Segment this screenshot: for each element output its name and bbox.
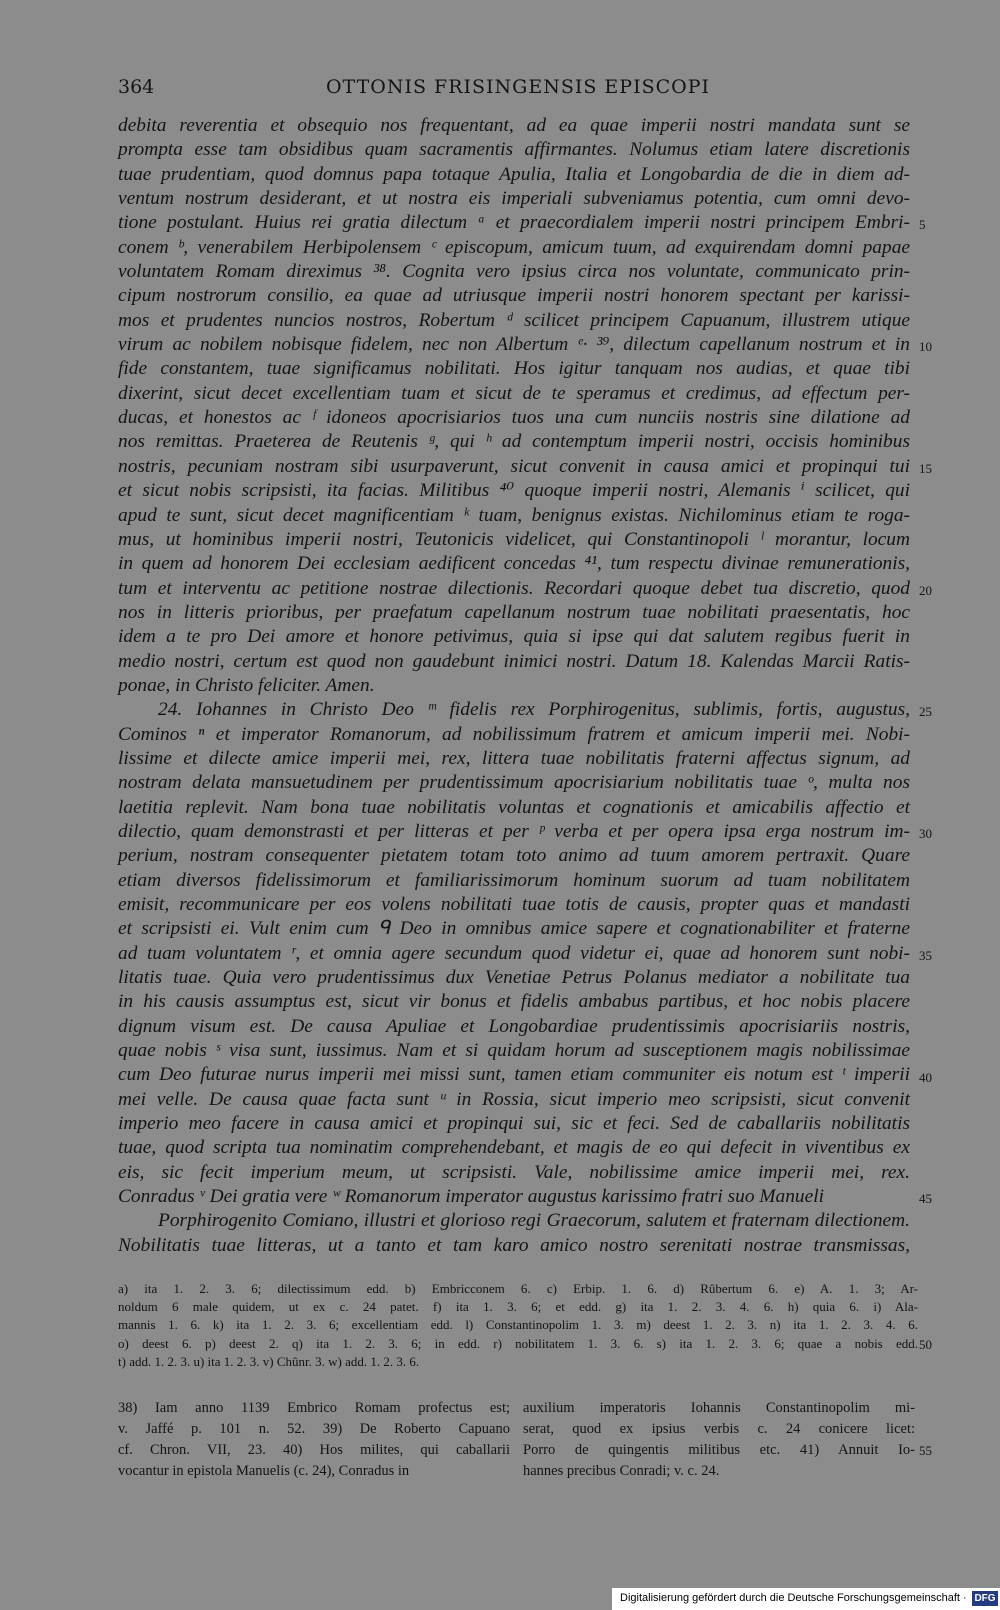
note-line: 38) Iam anno 1139 Embrico Romam profectus est; [118, 1400, 510, 1416]
margin-line-number-50: 50 [919, 1336, 932, 1352]
text-line: Nobilitatis tuae litteras, ut a tanto et tam karo amico nostro serenitati nostrae transmissas, [118, 1234, 910, 1256]
apparatus-line: o) deest 6. p) deest 2. q) ita 1. 2. 3. 6; in edd. r) nobilitatem 1. 3. 6. s) ita 1. 2. 3. 6; quae a nobis edd. [118, 1335, 918, 1351]
text-line: etiam diversos fidelissimorum et familiarissimorum hominum suorum ad tuam nobilitatem [118, 869, 910, 891]
text-line: debita reverentia et obsequio nos frequentant, ad ea quae imperii nostri mandata sunt se [118, 115, 910, 136]
footer-credit: Digitalisierung gefördert durch die Deutsche Forschungsgemeinschaft · [620, 1592, 967, 1604]
text-line: voluntatem Romam direximus ³⁸. Cognita vero ipsius circa nos voluntate, communicato prin- [118, 261, 910, 283]
text-line: dignum visum est. De causa Apuliae et Longobardiae prudentissimis apocrisiariis nostris, [118, 1015, 910, 1037]
text-line: Conradus ᵛ Dei gratia vere ʷ Romanorum imperator augustus karissimo fratri suo Manueli [118, 1186, 825, 1208]
note-line: auxilium imperatoris Iohannis Constantinopolim mi- [523, 1400, 915, 1416]
text-line: mos et prudentes nuncios nostros, Robertum ᵈ scilicet principem Capuanum, illustrem utique [118, 309, 910, 331]
text-line: ventum nostrum desiderant, et ut nostra eis imperiali subveniamus potentia, cum omni devo- [118, 188, 910, 210]
text-line: in quem ad honorem Dei ecclesiam aedificent concedas ⁴¹, tum respectu divinae remunerationis, [118, 553, 910, 575]
text-line: dixerint, sicut decet excellentiam tuam et sicut de te speramus et credimus, ad effectum per- [118, 382, 910, 404]
text-line: quae nobis ˢ visa sunt, iussimus. Nam et si quidam horum ad susceptionem magis nobilissimae [118, 1040, 910, 1062]
text-line: perium, nostram consequenter pietatem totam toto animo ad tuum amorem pertraxit. Quare [118, 845, 910, 867]
text-line: eis, sic fecit imperium meum, ut scripsisti. Vale, nobilissime amice imperii mei, rex. [118, 1161, 910, 1183]
text-line: ad tuam voluntatem ʳ, et omnia agere secundum quod videtur ei, quae ad honorem sunt nobi- [118, 942, 910, 964]
text-line: tione postulant. Huius rei gratia dilectum ᵃ et praecordialem imperii nostri principem Embri- [118, 212, 910, 234]
text-line: fide constantem, tuae significamus nobilitati. Hos igitur tanquam nos audias, et quae tibi [118, 358, 910, 380]
text-line: et sicut nobis scripsisti, ita facias. Militibus ⁴⁰ quoque imperii nostri, Alemanis ⁱ scilicet, qui [118, 480, 910, 502]
note-line: Porro de quingentis militibus etc. 41) Annuit Io- [523, 1442, 915, 1458]
text-line: tum et interventu ac petitione nostrae dilectionis. Recordari quoque debet tua discretio, quod [118, 577, 910, 599]
margin-line-number: 10 [919, 339, 932, 355]
margin-line-number: 40 [919, 1069, 932, 1085]
text-line: laetitia replevit. Nam bona tuae nobilitatis voluntas et cognationis et amicabilis affectio et [118, 796, 910, 818]
text-line: tuae, quod scripta tua nominatim comprehendebant, et magis de eo qui defecit in viventibus ex [118, 1137, 910, 1159]
margin-line-number-55: 55 [919, 1443, 932, 1458]
note-line: serat, quod ex ipsius verbis c. 24 conicere licet: [523, 1421, 915, 1437]
notes-left-column [118, 1398, 510, 1482]
text-line: Porphirogenito Comiano, illustri et glorioso regi Graecorum, salutem et fraternam dilectionem. [158, 1210, 910, 1232]
text-line: tuae prudentiam, quod domnus papa totaque Apulia, Italia et Longobardia de die in diem ad- [118, 163, 910, 185]
text-line: Cominos ⁿ et imperator Romanorum, ad nobilissimum fratrem et amicum imperii mei. Nobi- [118, 723, 910, 745]
text-line: nos in litteris prioribus, per praefatum capellanum nostrum tuae nobilitati praesentatis, hoc [118, 601, 910, 623]
apparatus-line: mannis 1. 6. k) ita 1. 2. 3. 6; excellentiam edd. l) Constantinopolim 1. 3. m) deest 1. 2. 3. n) ita 1. 2. 3. 4. 6. [118, 1317, 918, 1333]
page-header [118, 76, 918, 106]
text-line: dilectio, quam demonstrasti et per litteras et per ᵖ verba et per opera ipsa erga nostrum im- [118, 820, 910, 842]
dfg-logo [972, 1591, 998, 1606]
main-text [118, 114, 910, 1258]
margin-line-number: 20 [919, 582, 932, 598]
text-line: et scripsisti ei. Vult enim cum ᑫ Deo in omnibus amice sapere et cognationabiliter et fraterne [118, 918, 910, 940]
critical-apparatus [118, 1280, 918, 1371]
text-line: idem a te pro Dei amore et honore petivimus, quia si ipse qui dat salutem regibus fuerit in [118, 626, 910, 648]
text-line: lissime et dilecte amice imperii mei, rex, littera tuae nobilitatis fraterni affectus signum, ad [118, 747, 910, 769]
text-line: medio nostri, certum est quod non gaudebunt inimici nostri. Datum 18. Kalendas Marcii Ratis- [118, 650, 910, 672]
text-line: ducas, et honestos ac ᶠ idoneos apocrisiarios tuos una cum nunciis nostris sine dilatione ad [118, 407, 910, 429]
text-line: prompta esse tam obsidibus quam sacramentis affirmantes. Nolumus etiam latere discretionis [118, 139, 910, 161]
apparatus-line: a) ita 1. 2. 3. 6; dilectissimum edd. b) Embricconem 6. c) Erbip. 1. 6. d) Rûbertum 6. e) A. 1. 3; Ar- [118, 1281, 918, 1296]
text-line: 24. Iohannes in Christo Deo ᵐ fidelis rex Porphirogenitus, sublimis, fortis, augustus, [158, 699, 910, 721]
text-line: cipum nostrorum consilio, ea quae ad utriusque imperii nostri honorem spectant per karissi- [118, 285, 910, 307]
note-line: hannes precibus Conradi; v. c. 24. [523, 1463, 720, 1479]
margin-line-number: 25 [919, 704, 932, 720]
text-line: mus, ut hominibus imperii nostri, Teutonicis videlicet, qui Constantinopoli ˡ morantur, locum [118, 528, 910, 550]
text-line: emisit, recommunicare per eos volens nobilitati tuae totis de causis, propter quas et mandasti [118, 894, 910, 915]
margin-line-number: 45 [919, 1191, 932, 1207]
page-number: 364 [118, 76, 155, 98]
text-line: litatis tuae. Quia vero prudentissimus dux Venetiae Petrus Polanus mediator a nobilitate tua [118, 967, 910, 989]
text-line: nostram delata mansuetudinem per prudentissimum apocrisiarium nobilitatis tuae ᵒ, multa nos [118, 772, 910, 794]
margin-line-number: 30 [919, 826, 932, 842]
text-line: conem ᵇ, venerabilem Herbipolensem ᶜ episcopum, amicum tuum, ad exquirendam domni papae [118, 236, 910, 258]
note-line: cf. Chron. VII, 23. 40) Hos milites, qui caballarii [118, 1442, 510, 1458]
text-line: imperio meo facere in causa amici et propinqui sui, sic et feci. Sed de caballariis nobilitatis [118, 1113, 910, 1135]
digitization-footer [612, 1588, 1000, 1610]
text-line: in his causis assumptus est, sicut vir bonus et fidelis ambabus partibus, et hoc nobis placere [118, 991, 910, 1013]
text-line: virum ac nobilem nobisque fidelem, nec non Albertum ᵉ· ³⁹, dilectum capellanum nostrum et in [118, 334, 910, 356]
text-line: cum Deo futurae nurus imperii mei missi sunt, tamen etiam communiter eis notum est ᵗ imperii [118, 1064, 910, 1086]
text-line: nos remittas. Praeterea de Reutenis ᵍ, qui ʰ ad contemptum imperii nostri, occisis hominibus [118, 431, 910, 453]
margin-line-number: 15 [919, 460, 932, 476]
text-line: ponae, in Christo feliciter. Amen. [118, 674, 375, 696]
notes-right-column [523, 1398, 915, 1482]
running-title: OTTONIS FRISINGENSIS EPISCOPI [325, 76, 710, 98]
dfg-logo-text: DFG [974, 1593, 996, 1604]
margin-line-number: 5 [919, 217, 926, 233]
text-line: nostris, pecuniam nostram sibi usurpaverunt, sicut convenit in causa amici et propinqui tui [118, 455, 910, 477]
note-line: vocantur in epistola Manuelis (c. 24), Conradus in [118, 1463, 410, 1479]
apparatus-line: noldum 6 male quidem, ut ex c. 24 patet. f) ita 1. 3. 6; et edd. g) ita 1. 2. 3. 4. 6. h) quia 6. i) Ala- [118, 1299, 918, 1315]
apparatus-line: t) add. 1. 2. 3. u) ita 1. 2. 3. v) Chûnr. 3. w) add. 1. 2. 3. 6. [118, 1353, 420, 1369]
text-line: apud te sunt, sicut decet magnificentiam ᵏ tuam, benignus existas. Nichilominus etiam te roga- [118, 504, 910, 526]
note-line: v. Jaffé p. 101 n. 52. 39) De Roberto Capuano [118, 1421, 510, 1437]
margin-line-number: 35 [919, 947, 932, 963]
text-line: mei velle. De causa quae facta sunt ᵘ in Rossia, sicut imperio meo scripsisti, sicut convenit [118, 1088, 910, 1110]
